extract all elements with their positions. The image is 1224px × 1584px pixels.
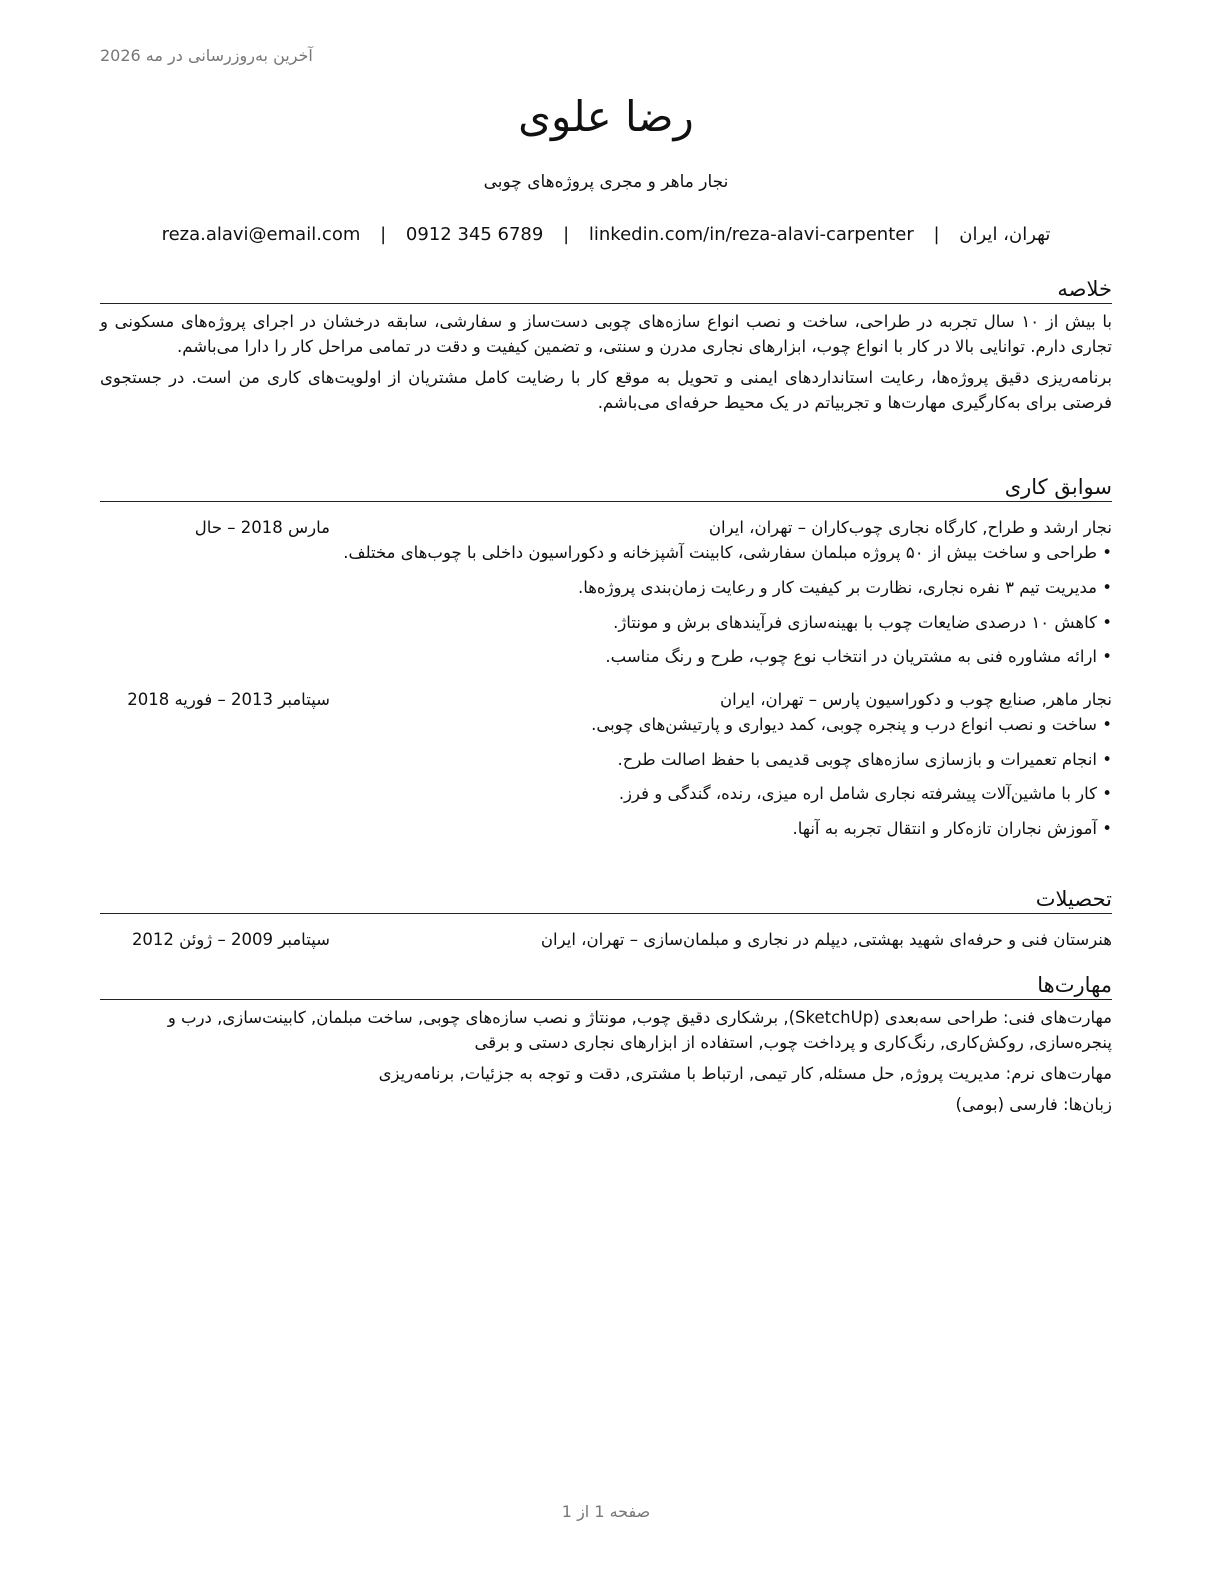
job-bullet: • ارائه مشاوره فنی به مشتریان در انتخاب نوع چوب، طرح و رنگ مناسب. <box>100 645 1112 670</box>
page-number: صفحه 1 از 1 <box>561 1502 651 1521</box>
contact-line <box>100 224 1112 245</box>
job-role-company: نجار ماهر, صنایع چوب و دکوراسیون پارس – تهران، ایران <box>720 690 1112 709</box>
summary-paragraph: برنامه‌ریزی دقیق پروژه‌ها، رعایت استانداردهای ایمنی و تحویل به موقع کار با رضایت کامل مشتریان از اولویت‌های کاری من است. در جستجوی فرصتی برای به‌کارگیری مهارت‌ها و تجربیاتم در یک محیط حرفه‌ای می‌باشم. <box>100 367 1112 412</box>
skills-soft: مهارت‌های نرم: مدیریت پروژه, حل مسئله, کار تیمی, ارتباط با مشتری, دقت و توجه به جزئیات, برنامه‌ریزی <box>378 1063 1112 1083</box>
contact-separator: | <box>380 224 387 245</box>
experience-heading: سوابق کاری <box>100 474 1112 502</box>
job-entry <box>100 516 1112 670</box>
summary-paragraph: با بیش از ۱۰ سال تجربه در طراحی، ساخت و نصب انواع سازه‌های چوبی دست‌ساز و سفارشی، سابقه درخشان در اجرای پروژه‌های مسکونی و تجاری دارم. توانایی بالا در کار با انواع چوب، ابزارهای نجاری مدرن و سنتی، و تضمین کیفیت و دقت در تمامی مراحل کار را دارا می‌باشم. <box>100 312 1113 356</box>
job-bullets <box>100 713 1112 842</box>
summary-heading: خلاصه <box>100 276 1112 304</box>
job-bullet: • طراحی و ساخت بیش از ۵۰ پروژه مبلمان سفارشی، کابینت آشپزخانه و دکوراسیون داخلی با چوب‌های مختلف. <box>100 541 1112 566</box>
skills-heading: مهارت‌ها <box>100 972 1112 1000</box>
education-section <box>100 886 1112 953</box>
candidate-name: رضا علوی <box>518 92 694 141</box>
job-title: نجار ماهر و مجری پروژه‌های چوبی <box>483 172 729 192</box>
job-bullet: • کار با ماشین‌آلات پیشرفته نجاری شامل اره میزی، رنده، گندگی و فرز. <box>100 782 1112 807</box>
job-entry <box>100 688 1112 842</box>
last-updated-note: آخرین به‌روزرسانی در مه 2026 <box>100 46 313 65</box>
job-header <box>100 516 1112 541</box>
experience-section <box>100 474 1112 852</box>
job-role-company: نجار ارشد و طراح, کارگاه نجاری چوب‌کاران – تهران، ایران <box>708 518 1112 538</box>
summary-section <box>100 276 1112 415</box>
skills-languages: زبان‌ها: فارسی (بومی) <box>955 1094 1112 1114</box>
education-heading: تحصیلات <box>100 886 1112 914</box>
contact-linkedin[interactable]: linkedin.com/in/reza-alavi-carpenter <box>588 224 914 245</box>
job-bullet: • آموزش نجاران تازه‌کار و انتقال تجربه به آنها. <box>100 817 1112 842</box>
job-dates: سپتامبر 2013 – فوریه 2018 <box>127 690 330 709</box>
contact-phone[interactable]: 0912 345 6789 <box>405 224 544 245</box>
job-bullet: • مدیریت تیم ۳ نفره نجاری، نظارت بر کیفیت کار و رعایت زمان‌بندی پروژه‌ها. <box>100 576 1112 601</box>
contact-separator: | <box>563 224 570 245</box>
contact-separator: | <box>933 224 940 245</box>
job-bullet: • ساخت و نصب انواع درب و پنجره چوبی، کمد دیواری و پارتیشن‌های چوبی. <box>100 713 1112 738</box>
job-bullet: • کاهش ۱۰ درصدی ضایعات چوب با بهینه‌سازی فرآیندهای برش و مونتاژ. <box>100 611 1112 636</box>
job-header <box>100 688 1112 713</box>
contact-location: تهران، ایران <box>959 224 1051 245</box>
education-entry <box>100 928 1112 953</box>
job-bullets <box>100 541 1112 670</box>
skills-technical: مهارت‌های فنی: طراحی سه‌بعدی (SketchUp), برشکاری دقیق چوب, مونتاژ و نصب سازه‌های چوبی, ساخت مبلمان, کابینت‌سازی, درب و پنجره‌سازی, روکش‌کاری, رنگ‌کاری و پرداخت چوب, استفاده از ابزارهای نجاری دستی و برقی <box>167 1008 1112 1052</box>
contact-email[interactable]: reza.alavi@email.com <box>161 224 361 245</box>
skills-section <box>100 972 1112 1117</box>
job-bullet: • انجام تعمیرات و بازسازی سازه‌های چوبی قدیمی با حفظ اصالت طرح. <box>100 748 1112 773</box>
education-school-degree: هنرستان فنی و حرفه‌ای شهید بهشتی, دیپلم در نجاری و مبلمان‌سازی – تهران، ایران <box>540 930 1112 950</box>
education-dates: سپتامبر 2009 – ژوئن 2012 <box>131 930 330 950</box>
job-dates: مارس 2018 – حال <box>194 518 330 538</box>
